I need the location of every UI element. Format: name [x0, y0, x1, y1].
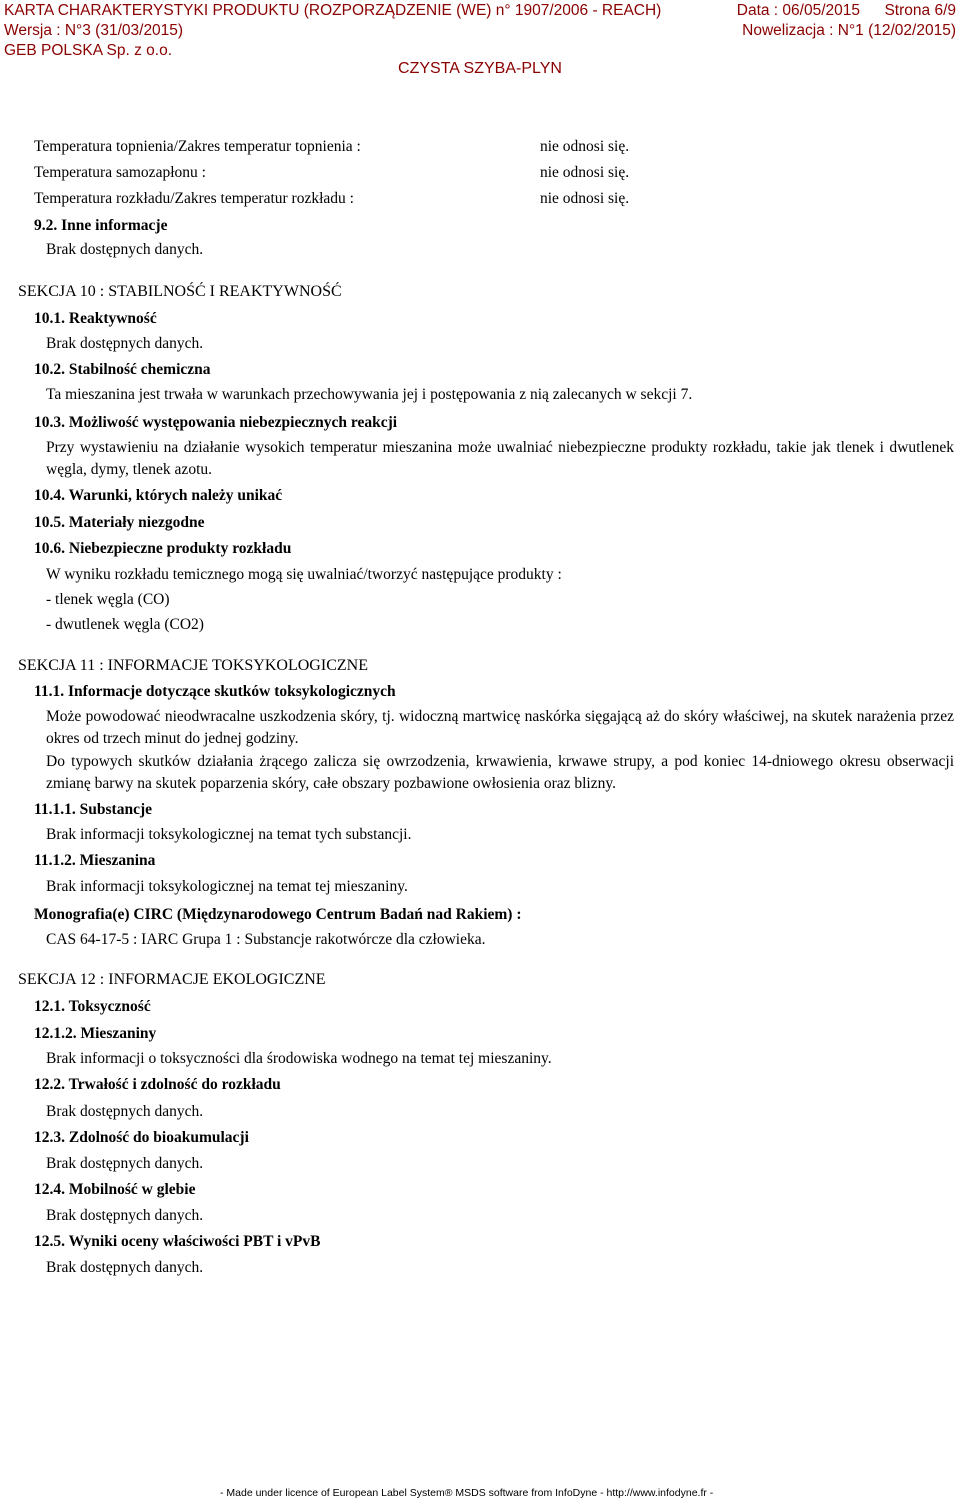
- subsection-heading: 11.1. Informacje dotyczące skutków toksykologicznych: [34, 683, 396, 700]
- subsection-heading: 10.4. Warunki, których należy unikać: [34, 487, 283, 504]
- subsection-text: W wyniku rozkładu temicznego mogą się uwalniać/tworzyć następujące produkty :: [46, 566, 562, 583]
- subsection-heading: 11.1.1. Substancje: [34, 801, 152, 818]
- subsection-heading: 10.3. Możliwość występowania niebezpiecznych reakcji: [34, 414, 398, 431]
- subsection-text: Brak dostępnych danych.: [46, 241, 204, 258]
- regulation-title: KARTA CHARAKTERYSTYKI PRODUKTU (ROZPORZĄDZENIE (WE) n° 1907/2006 - REACH): [4, 2, 662, 19]
- subsection-heading: 9.2. Inne informacje: [34, 217, 168, 234]
- property-label: Temperatura rozkładu/Zakres temperatur rozkładu :: [34, 190, 354, 207]
- property-value: nie odnosi się.: [540, 138, 630, 155]
- property-label: Temperatura samozapłonu :: [34, 164, 206, 181]
- subsection-text: Przy wystawieniu na działanie wysokich temperatur mieszanina może uwalniać niebezpieczne produkty rozkładu, takie jak tlenek i dwutlenek węgla, dymy, tlenek azotu.: [46, 439, 954, 478]
- list-item: - tlenek węgla (CO): [46, 591, 170, 608]
- subsection-heading: Monografia(e) CIRC (Międzynarodowego Centrum Badań nad Rakiem) :: [34, 906, 522, 923]
- subsection-heading: 12.1. Toksyczność: [34, 998, 151, 1015]
- subsection-text: Brak informacji toksykologicznej na temat tej mieszaniny.: [46, 878, 408, 895]
- section-heading: SEKCJA 10 : STABILNOŚĆ I REAKTYWNOŚĆ: [18, 283, 342, 300]
- property-value: nie odnosi się.: [540, 190, 630, 207]
- header-line-1: [4, 2, 956, 20]
- page-number: Strona 6/9: [884, 2, 956, 19]
- property-value: nie odnosi się.: [540, 164, 630, 181]
- subsection-text: CAS 64-17-5 : IARC Grupa 1 : Substancje rakotwórcze dla człowieka.: [46, 931, 486, 948]
- section-heading: SEKCJA 11 : INFORMACJE TOKSYKOLOGICZNE: [18, 657, 368, 674]
- subsection-text: Brak dostępnych danych.: [46, 335, 204, 352]
- company-name: GEB POLSKA Sp. z o.o.: [4, 42, 173, 59]
- subsection-heading: 12.4. Mobilność w glebie: [34, 1181, 196, 1198]
- subsection-text: Brak dostępnych danych.: [46, 1155, 204, 1172]
- section-heading: SEKCJA 12 : INFORMACJE EKOLOGICZNE: [18, 971, 326, 988]
- subsection-heading: 12.5. Wyniki oceny właściwości PBT i vPvB: [34, 1233, 321, 1250]
- subsection-text: Brak dostępnych danych.: [46, 1207, 204, 1224]
- header-line-2: [4, 22, 956, 40]
- subsection-text: Brak dostępnych danych.: [46, 1259, 204, 1276]
- subsection-heading: 12.2. Trwałość i zdolność do rozkładu: [34, 1076, 281, 1093]
- subsection-text: Do typowych skutków działania żrącego zalicza się owrzodzenia, krwawienia, krwawe strupy, a pod koniec 14-dniowego okresu obserwacji zmianę barwy na skutek poparzenia skóry, całe obszary pozbawione owłosienia oraz blizny.: [46, 753, 954, 792]
- subsection-heading: 10.5. Materiały niezgodne: [34, 514, 205, 531]
- list-item: - dwutlenek węgla (CO2): [46, 616, 204, 633]
- header-line-3: [4, 42, 956, 60]
- subsection-text: Może powodować nieodwracalne uszkodzenia skóry, tj. widoczną martwicę naskórka sięgającą aż do skóry właściwej, na skutek narażenia przez okres od trzech minut do jednej godziny.: [46, 708, 954, 747]
- version-label: Wersja : N°3 (31/03/2015): [4, 22, 184, 39]
- subsection-heading: 10.2. Stabilność chemiczna: [34, 361, 211, 378]
- subsection-text: Ta mieszanina jest trwała w warunkach przechowywania jej i postępowania z nią zalecanych w sekcji 7.: [46, 386, 693, 403]
- subsection-heading: 12.3. Zdolność do bioakumulacji: [34, 1129, 249, 1146]
- subsection-heading: 10.1. Reaktywność: [34, 310, 157, 327]
- property-label: Temperatura topnienia/Zakres temperatur topnienia :: [34, 138, 361, 155]
- product-name: CZYSTA SZYBA-PLYN: [398, 60, 562, 77]
- footer-licence: - Made under licence of European Label System® MSDS software from InfoDyne - http://www.infodyne.fr -: [220, 1487, 714, 1499]
- subsection-text: Brak informacji toksykologicznej na temat tych substancji.: [46, 826, 412, 843]
- document-date: Data : 06/05/2015: [736, 2, 860, 19]
- subsection-heading: 12.1.2. Mieszaniny: [34, 1025, 157, 1042]
- subsection-text: Brak informacji o toksyczności dla środowiska wodnego na temat tej mieszaniny.: [46, 1050, 552, 1067]
- revision-label: Nowelizacja : N°1 (12/02/2015): [742, 22, 956, 39]
- subsection-heading: 10.6. Niebezpieczne produkty rozkładu: [34, 540, 292, 557]
- subsection-heading: 11.1.2. Mieszanina: [34, 852, 156, 869]
- subsection-text: Brak dostępnych danych.: [46, 1103, 204, 1120]
